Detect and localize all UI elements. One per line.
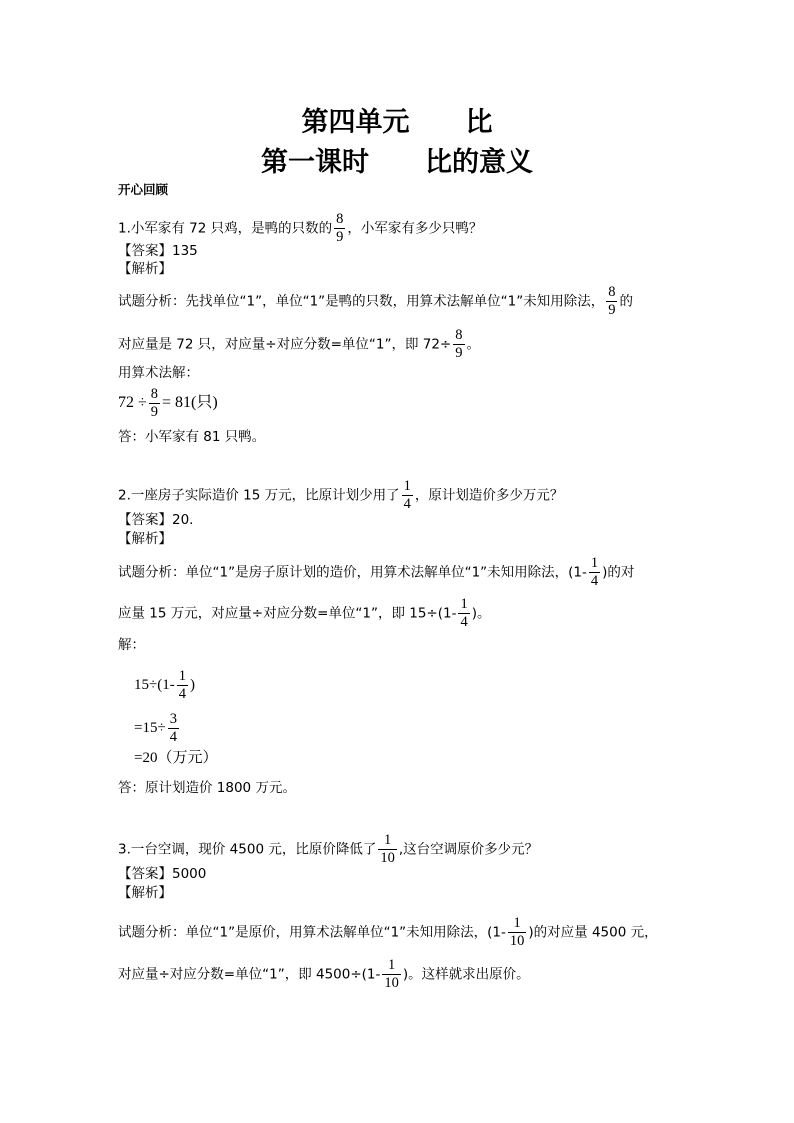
lesson-title-topic: 比的意义 xyxy=(425,147,533,178)
q3-text-end: ,这台空调原价多少元？ xyxy=(398,841,539,858)
q1-analysis-line2 xyxy=(118,327,480,362)
fraction-denominator: 4 xyxy=(169,729,177,745)
step-text: 15÷(1- xyxy=(134,676,175,693)
unit-title-text: 第四单元 xyxy=(301,107,410,138)
fraction-denominator: 10 xyxy=(509,933,525,949)
q2-text-end: ，原计划造价多少万元？ xyxy=(414,487,564,504)
fraction-numerator: 1 xyxy=(388,957,396,973)
fraction-denominator: 9 xyxy=(336,229,344,245)
q3-analysis-line2 xyxy=(118,957,530,992)
fraction-numerator: 8 xyxy=(336,211,344,227)
analysis-text: )。这样就求出原价。 xyxy=(402,966,530,983)
q2-step2-fraction xyxy=(168,711,179,746)
q2-analysis-line2 xyxy=(118,596,491,631)
unit-title xyxy=(0,100,794,139)
fraction-denominator: 9 xyxy=(608,302,616,318)
fraction-numerator: 8 xyxy=(150,386,159,402)
q3-fraction xyxy=(378,832,397,867)
q1-answer-value: 135 xyxy=(172,243,198,259)
fraction-denominator: 4 xyxy=(590,573,599,589)
q3-analysis-label: 【解析】 xyxy=(118,885,172,901)
q2-solve-label: 解： xyxy=(118,637,145,653)
fraction-numerator: 1 xyxy=(178,668,186,684)
q2-step1-fraction xyxy=(177,668,188,703)
q1-question xyxy=(118,211,482,246)
fraction-numerator: 8 xyxy=(455,327,463,343)
q2-answer-value: 20. xyxy=(172,512,194,528)
fraction-numerator: 1 xyxy=(460,596,468,612)
q1-analysis-fraction-2 xyxy=(453,327,464,362)
q2-analysis-label: 【解析】 xyxy=(118,531,172,547)
q2-answer xyxy=(118,511,193,529)
analysis-text: 的 xyxy=(619,293,633,310)
q2-fraction xyxy=(402,478,413,513)
answer-label: 【答案】 xyxy=(118,243,172,259)
q3-answer xyxy=(118,865,206,883)
q3-analysis-fraction-2 xyxy=(382,957,401,992)
fraction-numerator: 1 xyxy=(383,832,392,848)
answer-label: 【答案】 xyxy=(118,866,172,882)
analysis-text: 对应量是 72 只，对应量÷对应分数=单位“1”，即 72÷ xyxy=(118,336,452,353)
lesson-title xyxy=(0,140,794,179)
q2-analysis-fraction xyxy=(589,555,600,590)
q1-conclusion: 答：小军家有 81 只鸭。 xyxy=(118,429,266,445)
q3-answer-value: 5000 xyxy=(172,866,207,882)
fraction-denominator: 4 xyxy=(403,496,411,512)
q1-analysis-fraction xyxy=(606,284,617,319)
fraction-numerator: 1 xyxy=(513,915,521,931)
lesson-title-text: 第一课时 xyxy=(261,147,369,178)
q2-text: 2.一座房子实际造价 15 万元，比原计划少用了 xyxy=(118,487,400,504)
analysis-text: )的对 xyxy=(602,564,635,581)
q1-text-end: ，小军家有多少只鸭？ xyxy=(347,220,483,237)
step-text: =15÷ xyxy=(134,719,166,736)
equation-right: = 81(只) xyxy=(162,394,218,412)
q3-analysis-line1 xyxy=(118,915,658,950)
q2-step1 xyxy=(134,668,195,703)
analysis-text: )的对应量 4500 元， xyxy=(528,924,658,941)
q2-analysis-fraction-2 xyxy=(458,596,469,631)
fraction-denominator: 10 xyxy=(380,850,395,866)
fraction-numerator: 1 xyxy=(403,478,411,494)
q1-method: 用算术法解： xyxy=(118,365,199,381)
q1-text: 1.小军家有 72 只鸡，是鸭的只数的 xyxy=(118,220,333,237)
fraction-denominator: 9 xyxy=(150,404,159,420)
step-text: ) xyxy=(189,676,195,693)
fraction-numerator: 1 xyxy=(590,555,599,571)
q2-step2 xyxy=(134,711,181,746)
q3-question xyxy=(118,832,538,867)
q3-text: 3.一台空调，现价 4500 元，比原价降低了 xyxy=(118,841,377,858)
fraction-denominator: 9 xyxy=(455,345,463,361)
analysis-text: 试题分析：单位“1”是原价，用算术法解单位“1”未知用除法，(1- xyxy=(118,924,506,941)
unit-title-topic: 比 xyxy=(465,107,493,138)
analysis-text: 应量 15 万元，对应量÷对应分数=单位“1”，即 15÷(1- xyxy=(118,605,457,622)
fraction-denominator: 4 xyxy=(178,686,186,702)
q2-conclusion: 答：原计划造价 1800 万元。 xyxy=(118,780,296,796)
q2-question xyxy=(118,478,563,513)
fraction-denominator: 4 xyxy=(460,614,468,630)
q1-analysis-line1 xyxy=(118,284,633,319)
fraction-denominator: 10 xyxy=(384,975,399,991)
q2-step3: =20（万元） xyxy=(134,750,218,766)
analysis-text: 。 xyxy=(466,336,480,353)
fraction-numerator: 3 xyxy=(169,711,177,727)
equation-left: 72 ÷ xyxy=(118,394,147,412)
q3-analysis-fraction xyxy=(508,915,527,950)
section-heading: 开心回顾 xyxy=(118,182,169,197)
analysis-text: 试题分析：先找单位“1”，单位“1”是鸭的只数，用算术法解单位“1”未知用除法， xyxy=(118,293,605,310)
fraction-numerator: 8 xyxy=(608,284,616,300)
analysis-text: )。 xyxy=(471,605,491,622)
q1-analysis-label: 【解析】 xyxy=(118,261,172,277)
q1-answer xyxy=(118,242,198,260)
answer-label: 【答案】 xyxy=(118,512,172,528)
q1-fraction xyxy=(334,211,345,246)
analysis-text: 对应量÷对应分数=单位“1”，即 4500÷(1- xyxy=(118,966,381,983)
analysis-text: 试题分析：单位“1”是房子原计划的造价，用算术法解单位“1”未知用除法，(1- xyxy=(118,564,587,581)
q1-equation-fraction xyxy=(149,386,160,421)
q1-equation xyxy=(118,386,218,421)
q2-analysis-line1 xyxy=(118,555,634,590)
